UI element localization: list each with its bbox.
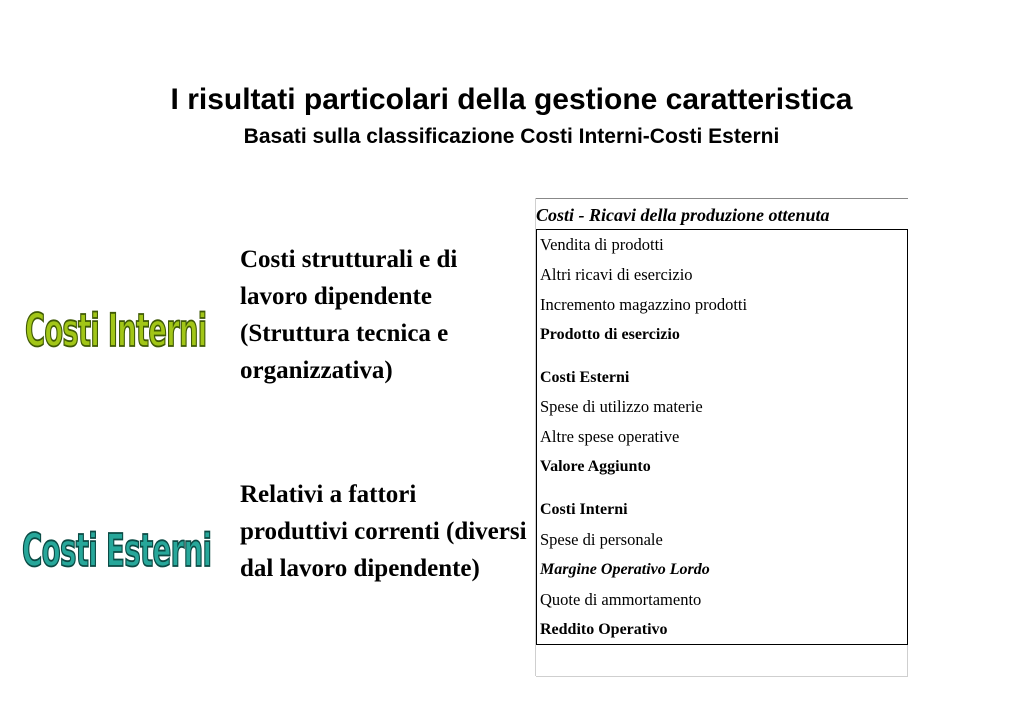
table-row-altre-spese: Altre spese operative [540,427,680,446]
slide-title: I risultati particolari della gestione caratteristica [170,83,853,116]
table-row-quote-ammortamento: Quote di ammortamento [540,590,702,609]
table-row-margine-operativo-lordo: Margine Operativo Lordo [540,561,710,578]
table-row-altri-ricavi: Altri ricavi di esercizio [540,265,693,284]
costi-interni-wordart: Costi Interni [25,304,207,357]
table-row-valore-aggiunto: Valore Aggiunto [540,458,651,475]
table-row-costi-interni: Costi Interni [540,501,628,518]
costi-esterni-description: Relativi a fattori produttivi correnti (diversi dal lavoro dipendente) [240,481,527,582]
table-row-costi-esterni: Costi Esterni [540,369,630,386]
table-row-spese-personale: Spese di personale [540,530,663,549]
slide-subtitle: Basati sulla classificazione Costi Interni-Costi Esterni [243,125,780,148]
table-row-vendita-prodotti: Vendita di prodotti [540,235,664,254]
table-row-incremento-magazzino: Incremento magazzino prodotti [540,295,748,314]
costi-esterni-wordart: Costi Esterni [22,524,212,577]
table-header: Costi - Ricavi della produzione ottenuta [536,205,830,225]
table-row-spese-materie: Spese di utilizzo materie [540,397,703,416]
table-row-prodotto-esercizio: Prodotto di esercizio [540,326,680,343]
costi-interni-description: Costi strutturali e di lavoro dipendente (Struttura tecnica e organizzativa) [240,246,458,384]
table-top-rule [535,198,908,199]
table-empty-cell [536,645,908,677]
table-row-reddito-operativo: Reddito Operativo [540,621,668,638]
